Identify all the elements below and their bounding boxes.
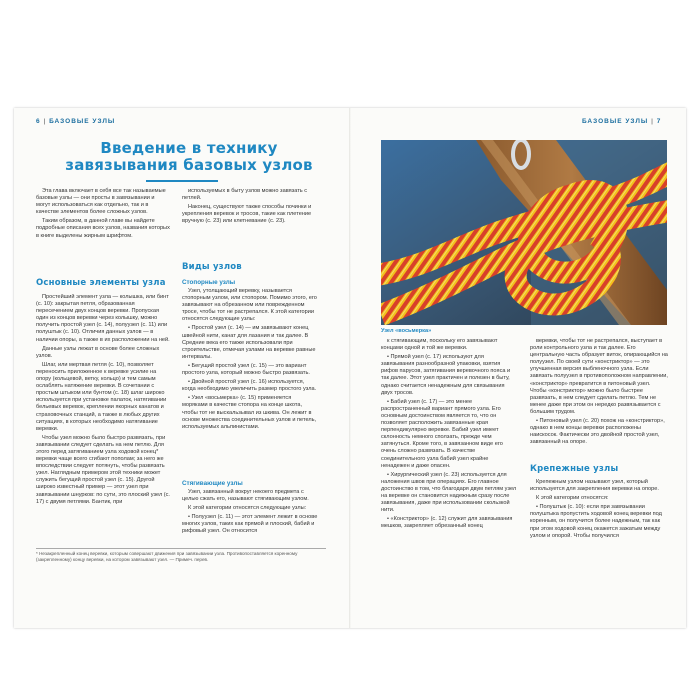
list-item: • Бегущий простой узел (с. 15) — это вариант простого узла, который можно быстро развязать. [182, 362, 310, 377]
figure-eight-knot-photo [381, 140, 667, 325]
paragraph: Данные узлы лежат в основе более сложных узлов. [36, 345, 160, 359]
paragraph: Шлаг, или мертвая петля (с. 10), позволяет переносить приложенное к веревке усилие на опору (кольцевой, ветку, кольцо) и тем самым ослаблять натяжение веревки. В сочетании с простым штыком или бунтом (с. 18) шлаг широко используется при установке палаток, натягивании бельевых веревок, креплении якорных канатов и страховочных станций, а также в любых других ситуациях, в которых необходимо натягивание веревки. [36, 361, 167, 432]
paragraph: Таким образом, в данной главе вы найдете подробные описания всех узлов, названия которых в книге выделены жирным шрифтом. [36, 218, 170, 239]
list-item: • Прямой узел (с. 17) используют для завязывания разнообразной упаковки, взятия рифов парусов, затягивания веревочного пояса и так далее. Этот узел практичен и полезен в быту, однако считается ненадежным для связывания двух тросов. [381, 354, 511, 396]
heading-fastening: Крепежные узлы [530, 464, 619, 474]
right-column-intro [182, 188, 318, 227]
paragraph: Узел, утолщающий веревку, называется стопорным узлом, или стопором. Помимо этого, его завязывают на обрезанном или поврежденном тросе, чтобы тот не растрепался. К этой категории относятся следующие узлы: [182, 288, 317, 323]
rope-knot-illustration [381, 140, 667, 325]
paragraph: Чтобы узел можно было быстро развязать, при завязывании следует сделать на нем петлю. Для этого перед затягиванием узла ходовой конец* веревки чаще всего сгибают пополам; за него же впоследствии следует потянуть, чтобы развязать узел. Наглядным примером этой техники может служить бегущий простой узел (с. 15). Другой широко известный пример — этот узел при завязывании шнурков: по сути, это плоский узел (с. 17) с двумя петлями. Бантик, при [36, 434, 170, 505]
right-page-number: 7 [656, 118, 662, 125]
left-column-intro [36, 188, 170, 242]
paragraph: К этой категории относятся следующие узлы: [188, 505, 307, 512]
paragraph: Наконец, существуют также способы починки и укрепления веревок и тросов, такие как плетение вручную (с. 23) или клетневание (с. 23). [182, 204, 312, 225]
list-item: • Хирургический узел (с. 23) используется для наложения швов при операциях. Его главное достоинство в том, что благодаря двум петлям узел на веревке он становится надежным сразу после завязывания, даже при использовании скользкой нити. [381, 471, 517, 514]
right-running-title: БАЗОВЫЕ УЗЛЫ [582, 118, 649, 125]
subheading-binding: Стягивающие узлы [182, 480, 243, 487]
list-item: • Полуштык (с. 10): если при завязывании полуштыка пропустить ходовой конец веревки под коренным, он получится более надежным, так как при этом ходовой конец окажется зажатым между узлом и опорой. Чтобы получился [530, 504, 662, 539]
left-column-main-elements [36, 294, 170, 508]
list-item: • Питоновый узел (с. 20) похож на «констриктор», однако в нем концы веревки расположены наискосок. Фактически это двойной простой узел, завязанный на опоре. [530, 418, 665, 446]
paragraph: Узел, завязанный вокруг некоего предмета с целью сжать его, называют стягивающим узлом. [182, 489, 309, 503]
list-item: • Полуузел (с. 11) — этот элемент лежит в основе многих узлов, таких как прямой и плоский, бабий и рифовый узел. Он относится [182, 514, 318, 535]
heading-main-elements: Основные элементы узла [36, 278, 166, 288]
left-running-title: БАЗОВЫЕ УЗЛЫ [49, 118, 116, 125]
binding-knots-text [182, 489, 318, 538]
paragraph: Эта глава включает в себя все так называемые базовые узлы — они просты в завязывании и могут использоваться как отдельно, так и в качестве элементов более сложных узлов. [36, 188, 166, 216]
paragraph: К этой категории относятся: [536, 495, 609, 502]
title-underline [146, 180, 218, 182]
subheading-stopper: Стопорные узлы [182, 279, 236, 286]
page-title: Введение в технику завязывания базовых узлов [65, 139, 313, 174]
right-page-column-1 [381, 338, 517, 532]
book-gutter [349, 108, 351, 628]
footnote: * Незакрепленный конец веревки, которым совершают движения при завязывании узла. Противопоставляется коренному (закрепленному) концу веревки, на котором завязывают узел. — Примеч. перев. [36, 548, 326, 563]
paragraph: веревки, чтобы тот не растрепался, выступает в роли контрольного узла и так далее. Его центральную часть образует виток, опирающийся на полуузел. По своей сути «констриктор» — это улучшенная версия выбленочного узла. Если завязать полуузел в противоположном направлении, «констриктор» превратится в питоновый узел. Чтобы «констриктор» можно было быстрее развязать, в нем следует сделать петлю. Тем не менее даже при этом он нередко развязывается с большим трудом. [530, 338, 668, 415]
right-page-column-2 [530, 338, 668, 448]
left-page-number: 6 [36, 118, 41, 125]
fastening-knots-text [530, 479, 668, 542]
right-running-head: БАЗОВЫЕ УЗЛЫ | 7 [582, 118, 662, 125]
paragraph: используемых в быту узлов можно завязать с петлей. [182, 188, 308, 202]
list-item: • «Констриктор» (с. 12) служит для завязывания мешков, закрепляет обрезанный конец [381, 516, 513, 530]
list-item: • Узел «восьмерка» (с. 15) применяется моряками в качестве стопора на конце шкота, чтобы тот не выскальзывал из шкива. Он лежит в основе множества соединительных узлов и петель, используемых альпинистами. [182, 395, 317, 430]
left-running-head: 6 | БАЗОВЫЕ УЗЛЫ [36, 118, 116, 125]
photo-caption: Узел «восьмерка» [381, 328, 432, 334]
stopper-knots-text [182, 288, 318, 433]
list-item: • Бабий узел (с. 17) — это менее распространенный вариант прямого узла. Его основным достоинством является то, что он позволяет расположить завязанные края перпендикулярно веревке. Бабий узел имеет склонность немного сползать, прежде чем затянуться. Кроме того, в завязанном виде его очень сложно развязать. В качестве соединительного узла бабий узел крайне ненадежен и даже опасен. [381, 398, 503, 469]
list-item: • Простой узел (с. 14) — им завязывают конец швейной нити, канат для лазания и так далее. В Средние века его также использовали при строительстве, отмечая узлами на веревке равные интервалы. [182, 325, 316, 360]
list-item: • Двойной простой узел (с. 16) используется, когда необходимо увеличить размер простого узла. [182, 379, 317, 393]
paragraph: Крепежным узлом называют узел, который используется для закрепления веревки на опоре. [530, 479, 659, 493]
heading-types: Виды узлов [182, 262, 242, 272]
paragraph: Простейший элемент узла — колышка, или бинт (с. 10): закрытая петля, образованная пересечением двух концов веревки. Пропуская один из концов веревки через колышку, можно получить простой узел (с. 14), полуузел (с. 11) или полуштык (с. 10). Отличия данных узлов — в наличии опоры, а также в их расположении на ней. [36, 294, 170, 343]
paragraph: к стягивающим, поскольку его завязывают концами одной и той же веревки. [381, 338, 498, 352]
